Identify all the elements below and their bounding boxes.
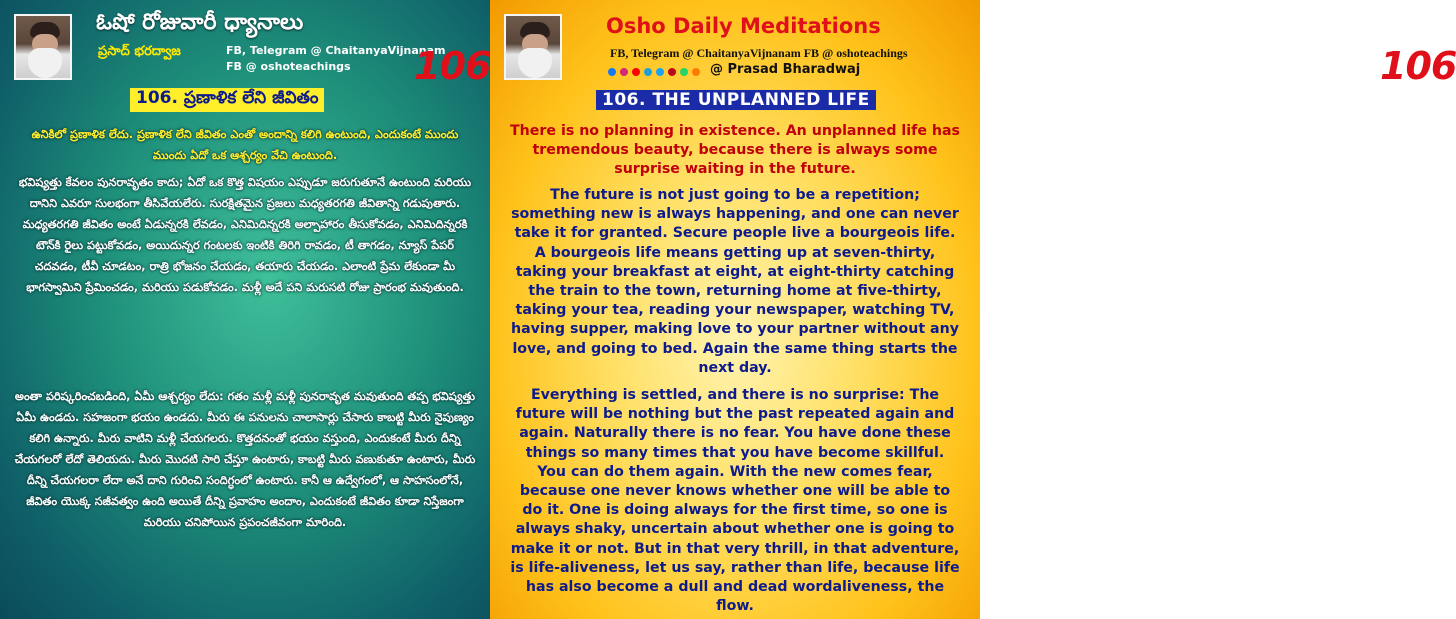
english-panel [490,0,1456,619]
english-social-line: FB, Telegram @ ChaitanyaVijnanam FB @ oshoteachings [610,46,908,60]
telugu-social-line1: FB, Telegram @ ChaitanyaVijnanam [226,44,446,57]
twitter-icon [656,68,664,76]
telugu-panel [0,0,490,619]
english-episode-badge: 106 [1380,44,1456,88]
english-author: @ Prasad Bharadwaj [710,62,861,77]
telugu-heading: 106. ప్రణాళిక లేని జీవితం [130,88,324,112]
osho-portrait [14,14,72,80]
telugu-paragraph-2: అంతా పరిష్కరించబడింది, ఏమీ ఆశ్చర్యం లేదు: గతం మళ్లీ మళ్లీ పునరావృత మవుతుంది తప్ప భవిష్యత్తు ఏమీ ఉండదు. సహజంగా భయం ఉండదు. మీరు ఈ పనులను చాలాసార్లు చేసారు కాబట్టి మీరు నైపుణ్యం కలిగి ఉన్నారు. మీరు వాటిని మళ్లీ చేయగలరు. కొత్తదనంతో భయం వస్తుంది, ఎందుకంటే మీరు దీన్ని చేయగలరో లేదో తెలియదు. మీరు మొదటి సారి చేస్తూ ఉంటారు, కాబట్టి మీరు వణుకుతూ ఉంటారు, మీరు దీన్ని చేయగలరా లేదా అనే దాని గురించి సందిగ్ధంలో ఉంటారు. కానీ ఆ ఉద్వేగంలో, ఆ సాహసంలోనే, జీవితం యొక్క సజీవత్వం ఉంది అయితే దీన్ని ప్రవాహం అందాం, ఎందుకంటే జీవితం కూడా నిస్తేజంగా మరియు చనిపోయిన ప్రపంచజీవంగా మారింది. [14,390,476,529]
social-icons-row [608,68,700,76]
portrait-beard [518,48,552,78]
english-intro: There is no planning in existence. An unplanned life has tremendous beauty, because there is always some surprise waiting in the future. [510,123,961,178]
telugu-social-line2: FB @ oshoteachings [226,60,351,73]
telugu-paragraph-1: భవిష్యత్తు కేవలం పునరావృతం కాదు; ఏదో ఒక కొత్త విషయం ఎప్పుడూ జరుగుతూనే ఉంటుంది మరియు దానిని ఎవరూ సులభంగా తీసివేయలేరు. సురక్షితమైన ప్రజలు మధ్యతరగతి జీవితాన్ని గడుపుతారు. మధ్యతరగతి జీవితం అంటే ఏడున్నరకి లేవడం, ఎనిమిదిన్నరకి అల్పాహారం తీసుకోవడం, ఎనిమిదిన్నరకి టౌన్‌కి రైలు పట్టుకోవడం, అయిదున్నర గంటలకు ఇంటికి తిరిగి రావడం, టీ తాగడం, న్యూస్ పేపర్ చదవడం, టీవీ చూడటం, రాత్రి భోజనం చేయడం, తయారు చేయడం. ఎలాంటి ప్రేమ లేకుండా మీ భాగస్వామిని ప్రేమించడం, మరియు పడుకోవడం. మళ్లీ అదే పని మరుసటి రోజు ప్రారంభ మవుతుంది. [18,176,472,294]
telegram-icon [644,68,652,76]
youtube-icon [632,68,640,76]
telugu-title: ఓషో రోజువారీ ధ్యానాలు [96,10,304,35]
telugu-intro: ఉనికిలో ప్రణాళిక లేదు. ప్రణాళిక లేని జీవితం ఎంతో అందాన్ని కలిగి ఉంటుంది, ఎందుకంటే ముందు ముందు ఏదో ఒక ఆశ్చర్యం వేచి ఉంటుంది. [31,128,459,162]
telugu-episode-badge: 106 [414,44,491,88]
pinterest-icon [668,68,676,76]
facebook-icon [608,68,616,76]
english-paragraph-2: Everything is settled, and there is no surprise: The future will be nothing but the past repeated again and again. Naturally there is no fear. You have done these things so many times that you have become skillful. You can do them again. With the new comes fear, because one never knows whether one will be able to do it. One is doing always for the first time, so one is always shaky, uncertain about whether one is going to make it or not. But in that very thrill, in that adventure, is life-aliveness, let us say, rather than life, because life has also become a dull and dead wordaliveness, the flow. [510,387,960,615]
english-paragraph-1: The future is not just going to be a repetition; something new is always happening, and one can never take it for granted. Secure people live a bourgeois life. A bourgeois life means getting up at seven-thirty, taking your breakfast at eight, at eight-thirty catching the train to the town, returning home at five-thirty, taking your tea, reading your newspaper, watching TV, having supper, making love to your partner without any love, and going to bed. Again the same thing starts the next day. [511,187,959,376]
instagram-icon [620,68,628,76]
telugu-author: ప్రసాద్ భరద్వాజ [98,44,181,59]
whatsapp-icon [680,68,688,76]
osho-portrait-right [504,14,562,80]
english-heading: 106. THE UNPLANNED LIFE [596,90,876,110]
english-title: Osho Daily Meditations [606,14,881,38]
blog-icon [692,68,700,76]
portrait-beard [28,48,62,78]
